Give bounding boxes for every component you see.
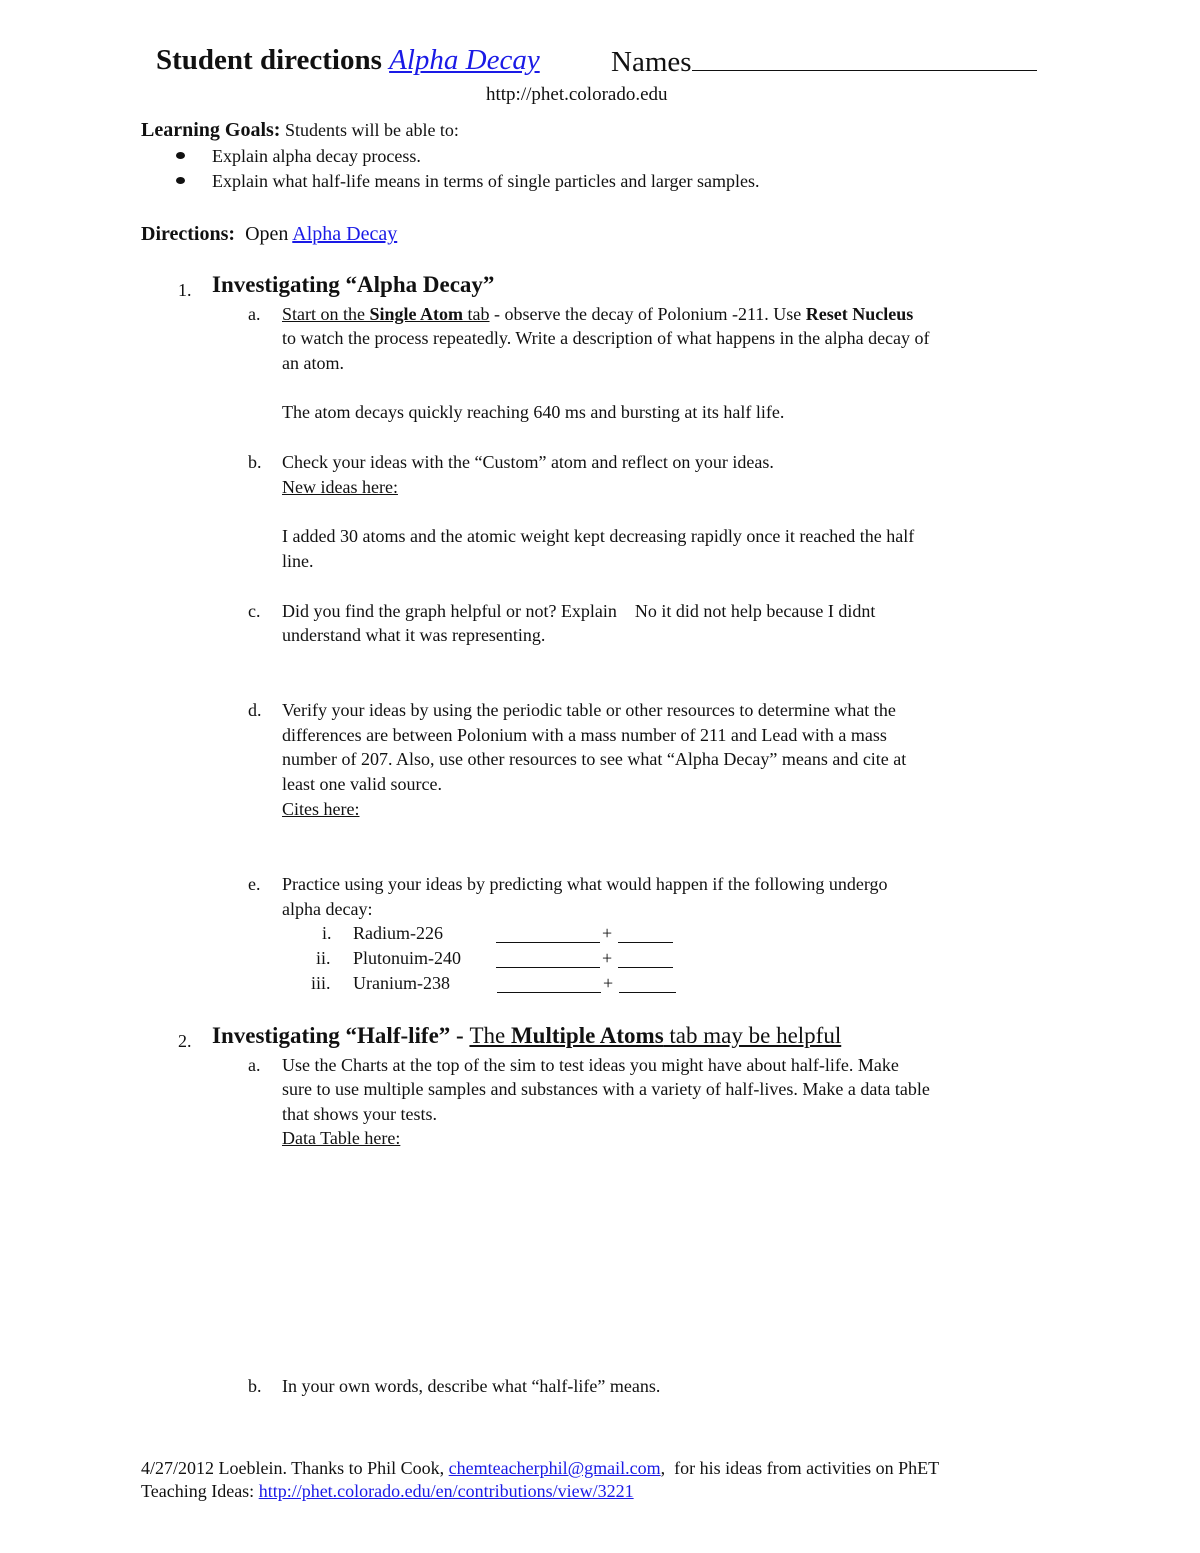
names-field[interactable] — [611, 44, 1037, 79]
tab-text: tab — [463, 304, 490, 324]
prediction-num-2: ii. — [316, 948, 331, 968]
item-1c-letter: c. — [248, 601, 261, 621]
hint-rest: tab may be helpful — [663, 1023, 842, 1048]
prediction-label-3: Uranium-238 — [353, 973, 450, 993]
footer-credit-suffix: , for his ideas from activities on PhET — [660, 1458, 940, 1478]
prediction-num-3: iii. — [311, 973, 331, 993]
item-2a-letter: a. — [248, 1055, 261, 1075]
footer-line-1 — [141, 1456, 939, 1481]
prediction-blank-3a[interactable] — [497, 975, 601, 993]
item-1a-line-2: to watch the process repeatedly. Write a description of what happens in the alpha decay of — [282, 328, 930, 348]
prediction-blank-1b[interactable] — [618, 925, 673, 943]
email-link[interactable]: chemteacherphil@gmail.com — [448, 1458, 661, 1478]
item-2a-line-3: that shows your tests. — [282, 1104, 437, 1124]
item-1e-letter: e. — [248, 874, 261, 894]
teaching-ideas-link[interactable]: http://phet.colorado.edu/en/contributions/view/3221 — [258, 1481, 634, 1501]
alpha-decay-title-link[interactable]: Alpha Decay — [389, 44, 540, 76]
item-1d-line-3: number of 207. Also, use other resources to see what “Alpha Decay” means and cite at — [282, 749, 907, 769]
directions-label: Directions: — [141, 223, 236, 245]
prediction-plus-2: + — [602, 948, 613, 968]
item-1e-line-2: alpha decay: — [282, 899, 373, 919]
teaching-ideas-label: Teaching Ideas: — [141, 1481, 259, 1501]
item-2a-line-1: Use the Charts at the top of the sim to test ideas you might have about half-life. Make — [282, 1055, 899, 1075]
data-table-label: Data Table here: — [282, 1128, 401, 1148]
prediction-blank-3b[interactable] — [619, 975, 676, 993]
hint-the: The — [469, 1023, 511, 1048]
item-2b-line-1: In your own words, describe what “half-life” means. — [282, 1376, 661, 1396]
single-atom-tab: Single Atom — [369, 304, 464, 324]
item-1a-line-3: an atom. — [282, 353, 344, 373]
cites-label: Cites here: — [282, 799, 360, 819]
multiple-atoms-hint — [469, 1023, 841, 1048]
phet-url: http://phet.colorado.edu — [486, 84, 668, 105]
item-1d-line-1: Verify your ideas by using the periodic table or other resources to determine what the — [282, 700, 896, 720]
prediction-num-1: i. — [322, 923, 332, 943]
item-2a-line-2: sure to use multiple samples and substances with a variety of half-lives. Make a data table — [282, 1079, 930, 1099]
item-1a-answer: The atom decays quickly reaching 640 ms and bursting at its half life. — [282, 402, 785, 422]
section-2-heading — [212, 1023, 841, 1049]
item-1a-letter: a. — [248, 304, 261, 324]
item-1e-line-1: Practice using your ideas by predicting what would happen if the following undergo — [282, 874, 888, 894]
directions-open: Open — [235, 223, 293, 245]
learning-goals-intro: Students will be able to: — [280, 120, 459, 140]
item-1a-line-1 — [282, 302, 913, 327]
section-1-number: 1. — [178, 280, 192, 300]
section-2-number: 2. — [178, 1031, 192, 1051]
prediction-label-2: Plutonuim-240 — [353, 948, 462, 968]
bullet-icon — [176, 152, 185, 159]
prediction-blank-2a[interactable] — [496, 950, 600, 968]
footer-line-2 — [141, 1479, 634, 1504]
observe-text: - observe the decay of Polonium -211. Use — [489, 304, 806, 324]
goal-item-1: Explain alpha decay process. — [212, 146, 421, 166]
item-1b-line-1: Check your ideas with the “Custom” atom and reflect on your ideas. — [282, 452, 774, 472]
item-1c-line-2: understand what it was representing. — [282, 625, 546, 645]
prediction-plus-1: + — [602, 923, 613, 943]
names-label: Names — [611, 46, 692, 78]
new-ideas-label: New ideas here: — [282, 477, 398, 497]
section-2-heading-text: Investigating “Half-life” - — [212, 1023, 470, 1048]
prediction-blank-1a[interactable] — [496, 925, 600, 943]
prediction-plus-3: + — [603, 973, 614, 993]
multiple-atoms-tab: Multiple Atoms — [510, 1023, 664, 1048]
item-1d-letter: d. — [248, 700, 262, 720]
item-2b-letter: b. — [248, 1376, 262, 1396]
learning-goals-label: Learning Goals: — [141, 119, 281, 141]
item-1c-line-1: Did you find the graph helpful or not? Explain No it did not help because I didnt — [282, 601, 876, 621]
goal-item-2: Explain what half-life means in terms of single particles and larger samples. — [212, 171, 760, 191]
reset-nucleus-text: Reset Nucleus — [805, 304, 914, 324]
item-1b-answer-1: I added 30 atoms and the atomic weight kept decreasing rapidly once it reached the half — [282, 526, 915, 546]
item-1d-line-4: least one valid source. — [282, 774, 442, 794]
item-1d-line-2: differences are between Polonium with a mass number of 211 and Lead with a mass — [282, 725, 887, 745]
prediction-blank-2b[interactable] — [618, 950, 673, 968]
item-1b-letter: b. — [248, 452, 262, 472]
start-text: Start on the — [282, 304, 370, 324]
names-blank-line[interactable] — [692, 44, 1037, 71]
prediction-label-1: Radium-226 — [353, 923, 443, 943]
item-1b-answer-2: line. — [282, 551, 314, 571]
section-1-heading: Investigating “Alpha Decay” — [212, 272, 495, 297]
title-prefix: Student directions — [156, 44, 390, 76]
alpha-decay-link[interactable]: Alpha Decay — [292, 223, 398, 245]
footer-credit: 4/27/2012 Loeblein. Thanks to Phil Cook, — [141, 1458, 449, 1478]
learning-goals — [141, 118, 459, 143]
bullet-icon — [176, 177, 185, 184]
page-title — [156, 44, 540, 77]
directions — [141, 222, 397, 247]
